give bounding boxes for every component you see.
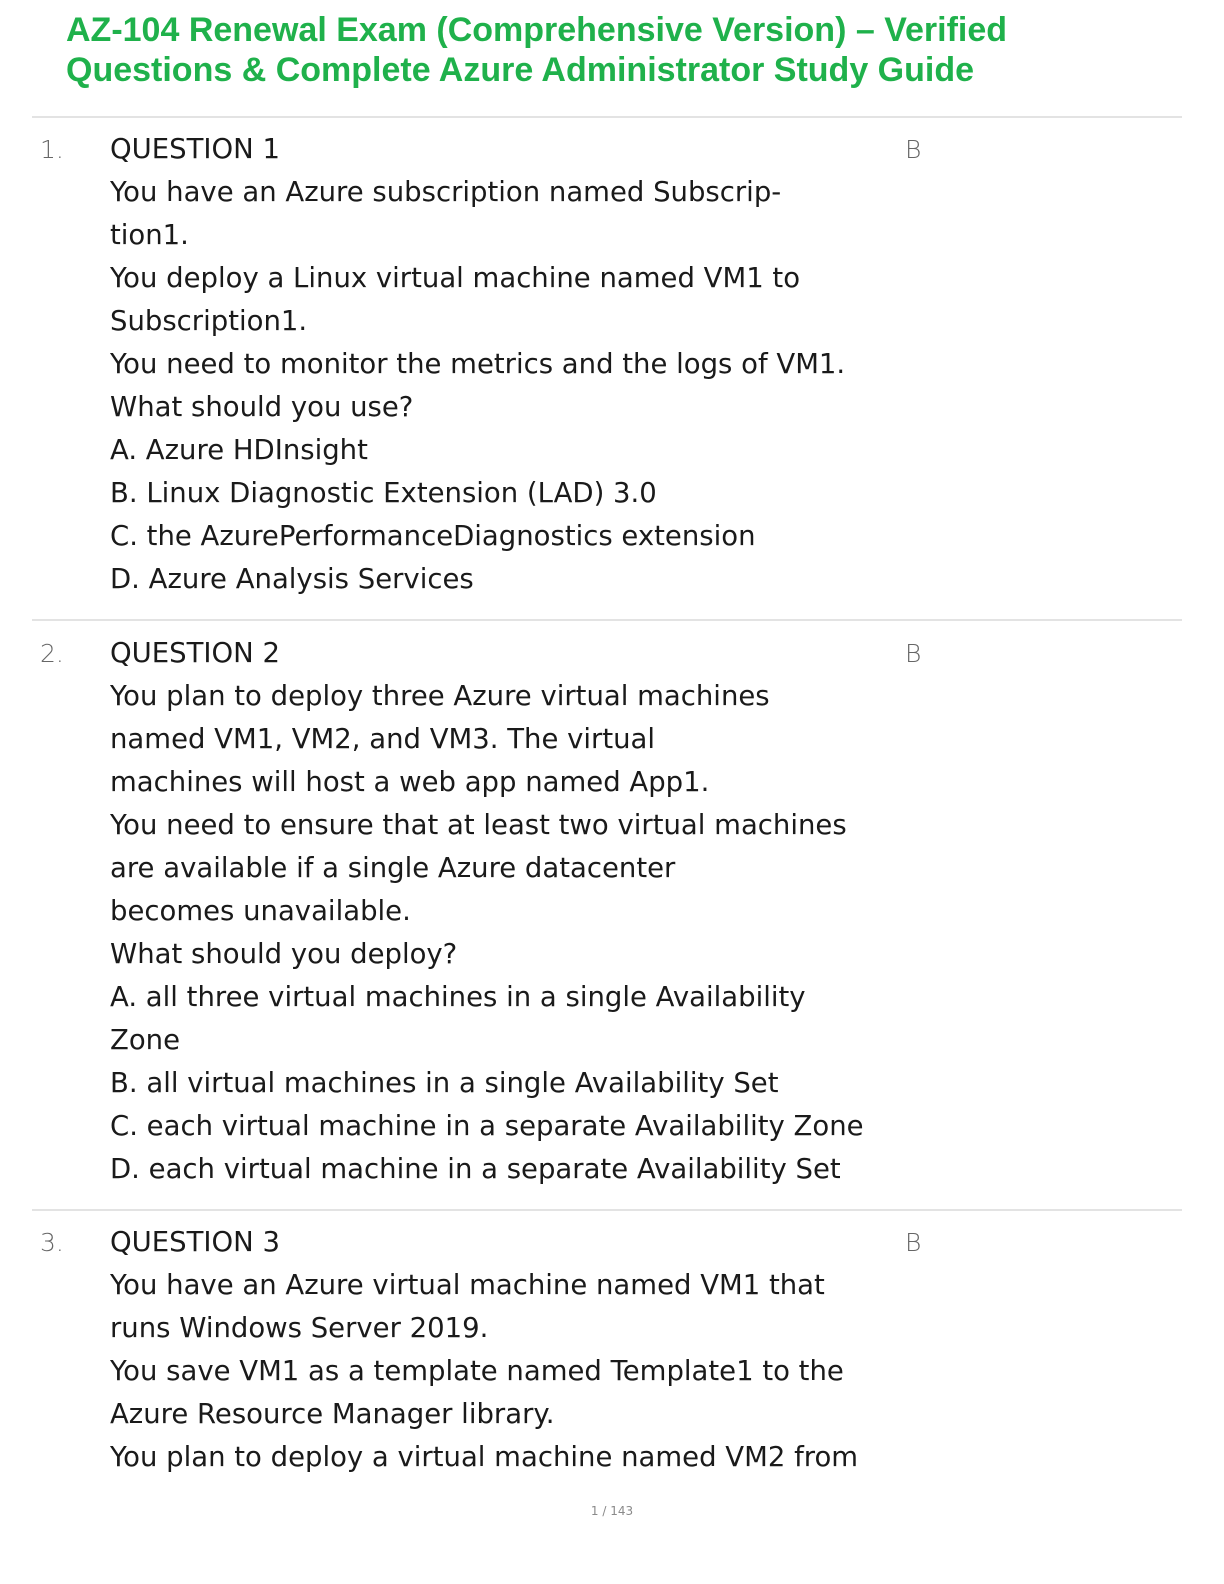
question-line: Azure Resource Manager library. <box>110 1398 555 1430</box>
question-line: are available if a single Azure datacenter <box>110 852 676 884</box>
question-line: named VM1, VM2, and VM3. The virtual <box>110 723 656 755</box>
divider <box>32 619 1182 621</box>
question-line: runs Windows Server 2019. <box>110 1312 489 1344</box>
divider <box>32 116 1182 118</box>
page-number: 1 / 143 <box>590 1504 634 1518</box>
question-line: becomes unavailable. <box>110 895 411 927</box>
answer-option: C. the AzurePerformanceDiagnostics extension <box>110 520 756 552</box>
question-heading: QUESTION 3 <box>110 1226 280 1258</box>
question-line: You plan to deploy a virtual machine named VM2 from <box>110 1441 859 1473</box>
document-title-line-1: AZ-104 Renewal Exam (Comprehensive Version) – Verified <box>66 11 1008 49</box>
answer-option: D. each virtual machine in a separate Availability Set <box>110 1153 841 1185</box>
document-title-line-2: Questions & Complete Azure Administrator Study Guide <box>66 51 975 89</box>
question-heading: QUESTION 1 <box>110 133 280 165</box>
answer-option: B. all virtual machines in a single Availability Set <box>110 1067 779 1099</box>
question-number: 3. <box>40 1228 64 1257</box>
question-number: 2. <box>40 639 64 668</box>
answer-option: C. each virtual machine in a separate Availability Zone <box>110 1110 864 1142</box>
question-line: You deploy a Linux virtual machine named VM1 to <box>110 262 801 294</box>
question-line: You have an Azure subscription named Subscrip- <box>110 176 782 208</box>
question-line: You have an Azure virtual machine named VM1 that <box>110 1269 825 1301</box>
question-line: machines will host a web app named App1. <box>110 766 710 798</box>
question-line: Subscription1. <box>110 305 308 337</box>
question-line: You save VM1 as a template named Template1 to the <box>110 1355 844 1387</box>
answer-option: D. Azure Analysis Services <box>110 563 474 595</box>
question-number: 1. <box>40 135 64 164</box>
question-line: You plan to deploy three Azure virtual machines <box>110 680 770 712</box>
question-line: tion1. <box>110 219 189 251</box>
answer-option: B. Linux Diagnostic Extension (LAD) 3.0 <box>110 477 657 509</box>
question-prompt: What should you deploy? <box>110 938 458 970</box>
question-prompt: What should you use? <box>110 391 414 423</box>
answer-option: Zone <box>110 1024 181 1056</box>
question-text <box>110 128 910 601</box>
question-text <box>110 1221 910 1479</box>
question-line: You need to monitor the metrics and the logs of VM1. <box>110 348 846 380</box>
divider <box>32 1209 1182 1211</box>
answer-letter: B <box>905 639 922 668</box>
question-text <box>110 632 910 1191</box>
answer-option: A. Azure HDInsight <box>110 434 368 466</box>
answer-letter: B <box>905 135 922 164</box>
question-line: You need to ensure that at least two virtual machines <box>110 809 847 841</box>
answer-option: A. all three virtual machines in a single Availability <box>110 981 806 1013</box>
answer-letter: B <box>905 1228 922 1257</box>
question-heading: QUESTION 2 <box>110 637 280 669</box>
document-title <box>66 10 1166 90</box>
